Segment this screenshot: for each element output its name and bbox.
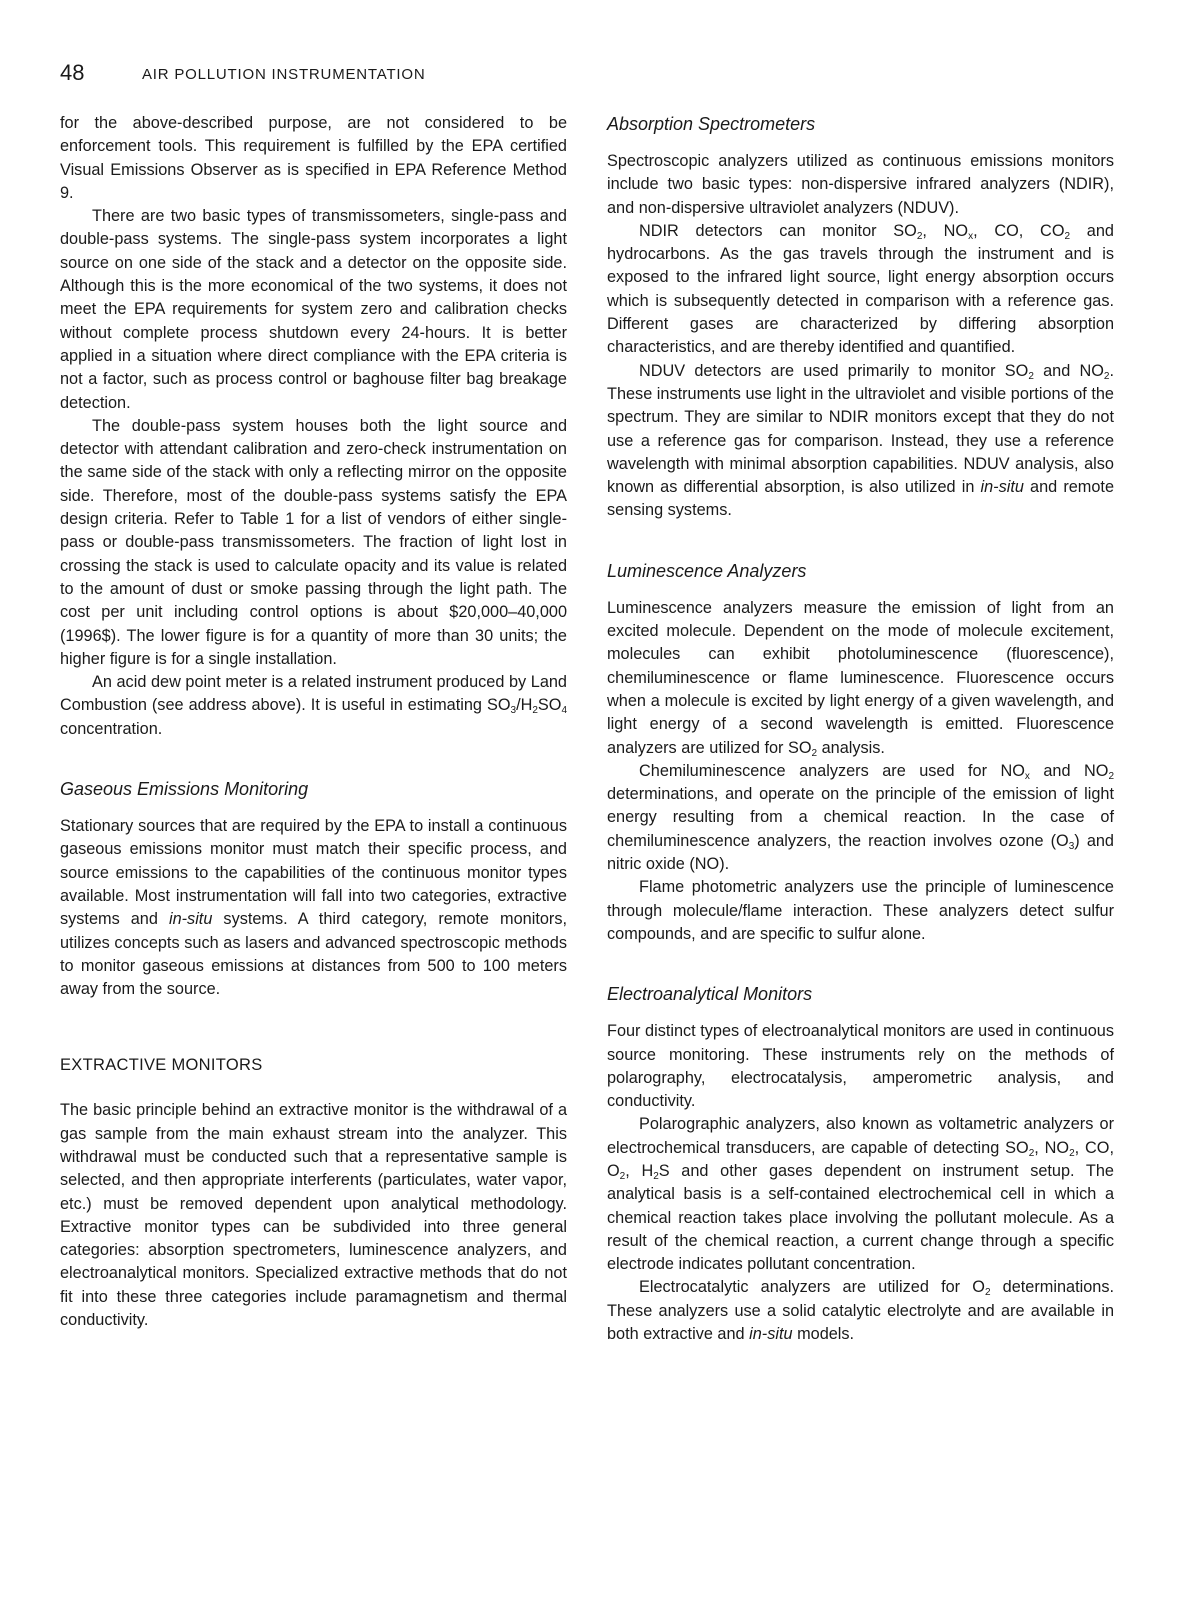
paragraph: The basic principle behind an extractive monitor is the withdrawal of a gas sample from the main exhaust stream into the analyzer. This withdrawal must be conducted such that a representative sample is selected, and then appropriate interferents (particulates, water vapor, etc.) must be removed dependent upon analytical methodology. Extractive monitor types can be subdivided into three general categories: absorption spectrometers, luminescence analyzers, and electroanalytical monitors. Specialized extractive methods that do not fit into these three categories include paramagnetism and thermal conductivity. (60, 1101, 567, 1330)
section-heading-absorption: Absorption Spectrometers (607, 114, 816, 134)
paragraph: There are two basic types of transmissometers, single-pass and double-pass systems. The single-pass system incorporates a light source on one side of the stack and a detector on the opposite side. Although this is the more economical of the two systems, it does not meet the EPA requirements for system zero and calibration checks without complete process shutdown every 24-hours. It is better applied in a situation where direct compliance with the EPA criteria is not a factor, such as process control or baghouse filter bag breakage detection. (60, 207, 567, 412)
paragraph: Stationary sources that are required by the EPA to install a continuous gaseous emissions monitor must match their specific process, and source emissions to the capabilities of the continuous monitor types available. Most instrumentation will fall into two categories, extractive systems and in-situ systems. A third category, remote monitors, utilizes concepts such as lasers and advanced spectroscopic methods to monitor gaseous emissions at distances from 500 to 100 meters away from the source. (60, 817, 567, 999)
paragraph: Polarographic analyzers, also known as voltametric analyzers or electrochemical transducers, are capable of detecting $SO_2$, $NO_2$, CO, $O_2$, $H_2S$ and other gases dependent on instrument setup. The analytical basis is a self-contained electrochemical cell in which a chemical reaction takes place involving the pollutant molecule. As a result of the chemical reaction, a current change through a specific electrode indicates pollutant concentration. (607, 1115, 1114, 1274)
section-heading-extractive: EXTRACTIVE MONITORS (60, 1056, 263, 1075)
paragraph: An acid dew point meter is a related instrument produced by Land Combustion (see address above). It is useful in estimating $SO_3/H_2SO_4$ concentration. (60, 673, 567, 738)
page-number: 48 (60, 60, 85, 85)
paragraph: Flame photometric analyzers use the principle of luminescence through molecule/flame interaction. These analyzers detect sulfur compounds, and are specific to sulfur alone. (607, 878, 1114, 943)
section-heading-electroanalytical: Electroanalytical Monitors (607, 984, 813, 1005)
right-column (607, 112, 1114, 1346)
paragraph: Four distinct types of electroanalytical monitors are used in continuous source monitoring. These instruments rely on the methods of polarography, electrocatalysis, amperometric analysis, and conductivity. (607, 1022, 1114, 1111)
paragraph: NDUV detectors are used primarily to monitor $SO_2$ and $NO_2$. These instruments use light in the ultraviolet and visible portions of the spectrum. They are similar to NDIR monitors except that they do not use a reference gas for comparison. Instead, they use a reference wavelength with minimal absorption capabilities. NDUV analysis, also known as differential absorption, is also utilized in in-situ and remote sensing systems. (607, 361, 1114, 520)
paragraph: NDIR detectors can monitor $SO_2$, $NO_x$, CO, $CO_2$ and hydrocarbons. As the gas travels through the instrument and is exposed to the infrared light source, light energy absorption occurs which is subsequently detected in comparison with a reference gas. Different gases are characterized by differing absorption characteristics, and are thereby identified and quantified. (607, 221, 1114, 357)
left-column (60, 112, 567, 1332)
paragraph: Luminescence analyzers measure the emission of light from an excited molecule. Dependent on the mode of molecule excitement, molecules can exhibit photoluminescence (fluorescence), chemiluminescence or flame luminescence. Fluorescence occurs when a molecule is excited by light energy of a given wavelength, and light energy of a second wavelength is emitted. Fluorescence analyzers are utilized for $SO_2$ analysis. (607, 598, 1114, 759)
paragraph: Electrocatalytic analyzers are utilized for $O_2$ determinations. These analyzers use a solid catalytic electrolyte and are available in both extractive and in-situ models. (607, 1278, 1114, 1344)
section-heading-luminescence: Luminescence Analyzers (607, 560, 807, 581)
paragraph: Chemiluminescence analyzers are used for $NO_x$ and $NO_2$ determinations, and operate on the principle of the emission of light energy resulting from a chemical reaction. In the case of chemiluminescence analyzers, the reaction involves ozone $(O_3)$ and nitric oxide (NO). (607, 761, 1114, 874)
section-heading-gaseous: Gaseous Emissions Monitoring (60, 779, 309, 800)
paragraph: The double-pass system houses both the light source and detector with attendant calibration and zero-check instrumentation on the same side of the stack with only a reflecting mirror on the opposite side. Therefore, most of the double-pass systems satisfy the EPA design criteria. Refer to Table 1 for a list of vendors of either single-pass or double-pass transmissometers. The fraction of light lost in crossing the stack is used to calculate opacity and its value is related to the amount of dust or smoke passing through the light path. The cost per unit including control options is about $20,000–40,000 (1996$). The lower figure is for a quantity of more than 30 units; the higher figure is for a single installation. (60, 416, 567, 668)
running-title: AIR POLLUTION INSTRUMENTATION (142, 66, 426, 83)
paragraph: for the above-described purpose, are not considered to be enforcement tools. This requirement is fulfilled by the EPA certified Visual Emissions Observer as is specified in EPA Reference Method 9. (60, 114, 567, 202)
paragraph: Spectroscopic analyzers utilized as continuous emissions monitors include two basic types: non-dispersive infrared analyzers (NDIR), and non-dispersive ultraviolet analyzers (NDUV). (607, 152, 1114, 217)
